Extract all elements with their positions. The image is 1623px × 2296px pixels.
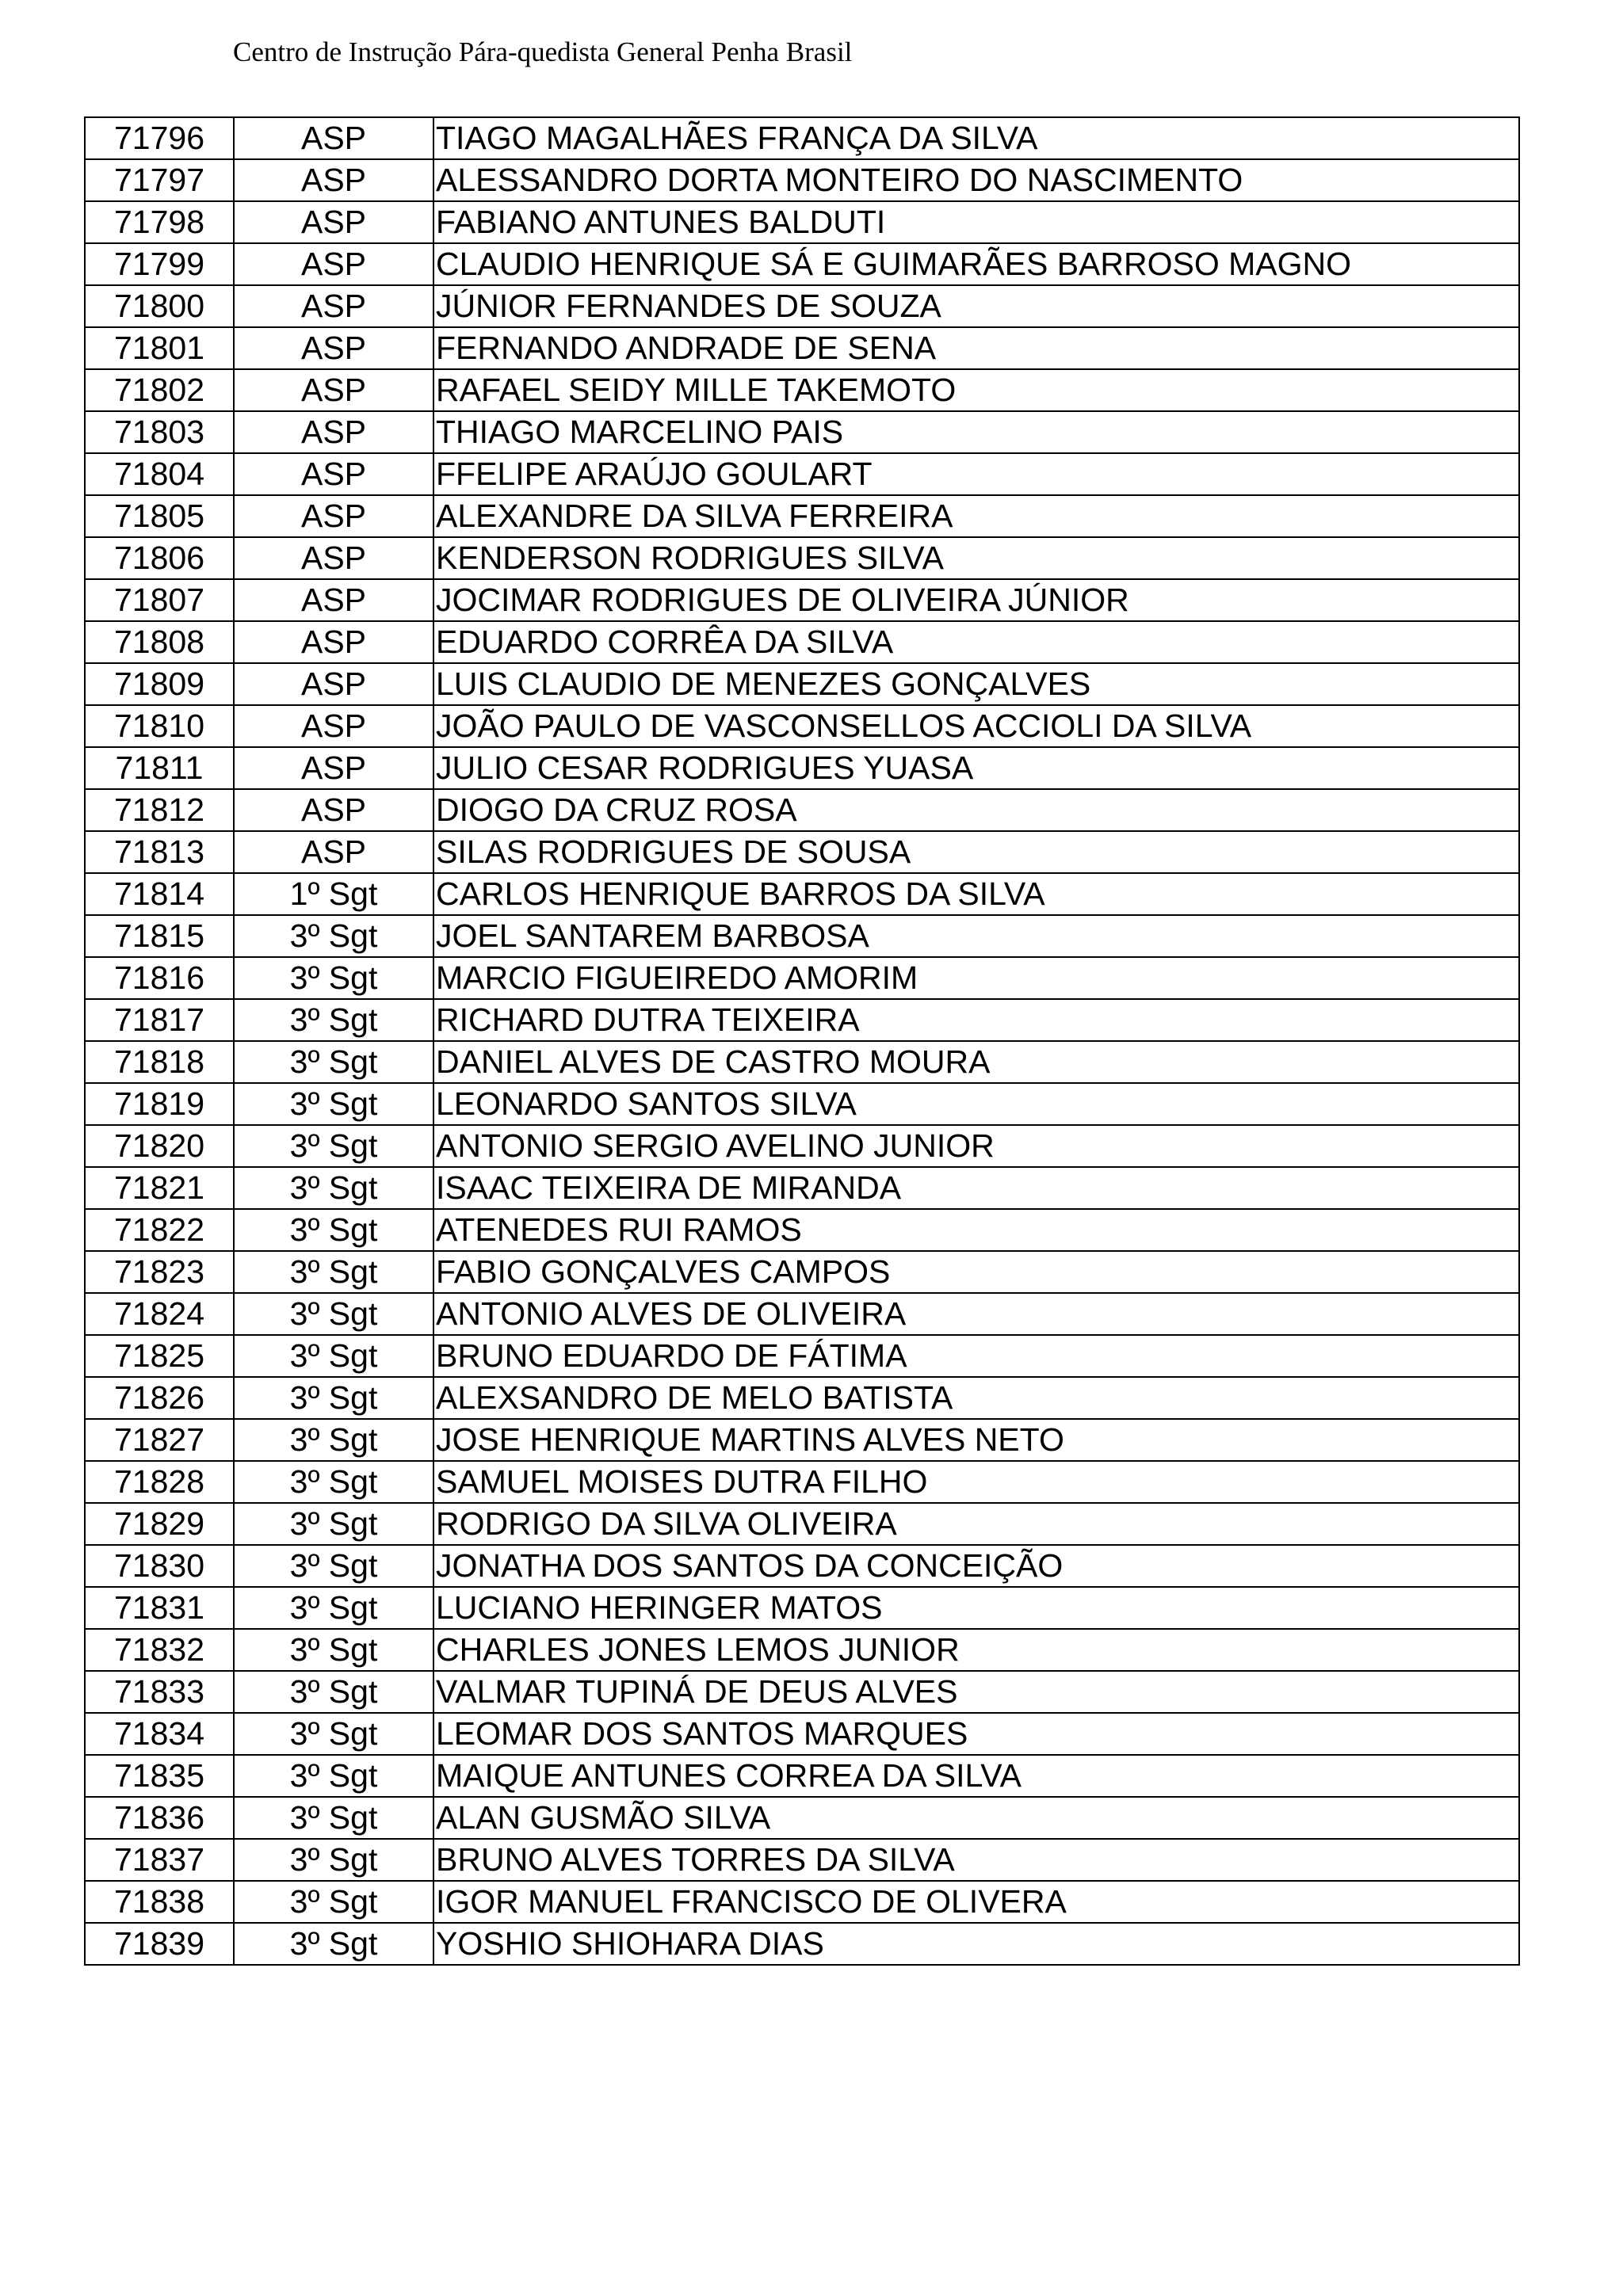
id-cell: 71806 [85,537,234,579]
id-cell: 71810 [85,705,234,747]
id-cell: 71833 [85,1671,234,1713]
rank-cell: ASP [234,117,433,159]
table-row [85,789,1519,831]
table-row [85,957,1519,999]
rank-cell: 3º Sgt [234,1125,433,1167]
name-cell: RODRIGO DA SILVA OLIVEIRA [433,1503,1519,1545]
name-cell: VALMAR TUPINÁ DE DEUS ALVES [433,1671,1519,1713]
id-cell: 71805 [85,495,234,537]
name-cell: ANTONIO SERGIO AVELINO JUNIOR [433,1125,1519,1167]
id-cell: 71819 [85,1083,234,1125]
name-cell: JOEL SANTAREM BARBOSA [433,915,1519,957]
id-cell: 71834 [85,1713,234,1755]
table-row [85,1755,1519,1797]
name-cell: JULIO CESAR RODRIGUES YUASA [433,747,1519,789]
table-row [85,117,1519,159]
id-cell: 71797 [85,159,234,201]
table-row [85,1797,1519,1839]
id-cell: 71830 [85,1545,234,1587]
table-row [85,1293,1519,1335]
table-row [85,1377,1519,1419]
id-cell: 71814 [85,873,234,915]
name-cell: DIOGO DA CRUZ ROSA [433,789,1519,831]
rank-cell: 3º Sgt [234,1881,433,1923]
id-cell: 71826 [85,1377,234,1419]
rank-cell: 3º Sgt [234,1587,433,1629]
id-cell: 71822 [85,1209,234,1251]
id-cell: 71837 [85,1839,234,1881]
rank-cell: 3º Sgt [234,957,433,999]
table-row [85,1167,1519,1209]
page-header-title: Centro de Instrução Pára-quedista General Penha Brasil [233,36,853,67]
name-cell: RAFAEL SEIDY MILLE TAKEMOTO [433,369,1519,411]
id-cell: 71808 [85,621,234,663]
id-cell: 71816 [85,957,234,999]
table-row [85,579,1519,621]
table-row [85,1713,1519,1755]
rank-cell: 3º Sgt [234,1335,433,1377]
id-cell: 71836 [85,1797,234,1839]
id-cell: 71824 [85,1293,234,1335]
name-cell: JONATHA DOS SANTOS DA CONCEIÇÃO [433,1545,1519,1587]
rank-cell: 3º Sgt [234,1839,433,1881]
name-cell: FFELIPE ARAÚJO GOULART [433,453,1519,495]
table-row [85,1251,1519,1293]
table-row [85,1419,1519,1461]
table-row [85,159,1519,201]
rank-cell: 3º Sgt [234,1671,433,1713]
table-row [85,915,1519,957]
rank-cell: ASP [234,621,433,663]
rank-cell: 3º Sgt [234,1545,433,1587]
id-cell: 71827 [85,1419,234,1461]
name-cell: CLAUDIO HENRIQUE SÁ E GUIMARÃES BARROSO MAGNO [433,243,1519,285]
name-cell: JOSE HENRIQUE MARTINS ALVES NETO [433,1419,1519,1461]
rank-cell: 3º Sgt [234,1167,433,1209]
rank-cell: ASP [234,411,433,453]
name-cell: BRUNO ALVES TORRES DA SILVA [433,1839,1519,1881]
rank-cell: 3º Sgt [234,1797,433,1839]
name-cell: JOÃO PAULO DE VASCONSELLOS ACCIOLI DA SILVA [433,705,1519,747]
table-row [85,705,1519,747]
id-cell: 71809 [85,663,234,705]
id-cell: 71798 [85,201,234,243]
table-row [85,243,1519,285]
rank-cell: 3º Sgt [234,1755,433,1797]
table-row [85,1587,1519,1629]
name-cell: ISAAC TEIXEIRA DE MIRANDA [433,1167,1519,1209]
table-row [85,369,1519,411]
rank-cell: 3º Sgt [234,1923,433,1965]
rank-cell: ASP [234,159,433,201]
id-cell: 71811 [85,747,234,789]
name-cell: SAMUEL MOISES DUTRA FILHO [433,1461,1519,1503]
id-cell: 71796 [85,117,234,159]
table-row [85,621,1519,663]
id-cell: 71832 [85,1629,234,1671]
rank-cell: ASP [234,369,433,411]
table-row [85,453,1519,495]
table-row [85,1209,1519,1251]
name-cell: JOCIMAR RODRIGUES DE OLIVEIRA JÚNIOR [433,579,1519,621]
rank-cell: 3º Sgt [234,1251,433,1293]
rank-cell: 3º Sgt [234,1041,433,1083]
rank-cell: 3º Sgt [234,1503,433,1545]
id-cell: 71800 [85,285,234,327]
table-row [85,1923,1519,1965]
name-cell: MAIQUE ANTUNES CORREA DA SILVA [433,1755,1519,1797]
table-row [85,1083,1519,1125]
table-row [85,1041,1519,1083]
table-row [85,873,1519,915]
rank-cell: ASP [234,495,433,537]
name-cell: KENDERSON RODRIGUES SILVA [433,537,1519,579]
rank-cell: ASP [234,579,433,621]
name-cell: ALESSANDRO DORTA MONTEIRO DO NASCIMENTO [433,159,1519,201]
name-cell: DANIEL ALVES DE CASTRO MOURA [433,1041,1519,1083]
name-cell: LEOMAR DOS SANTOS MARQUES [433,1713,1519,1755]
id-cell: 71813 [85,831,234,873]
id-cell: 71817 [85,999,234,1041]
name-cell: LEONARDO SANTOS SILVA [433,1083,1519,1125]
table-row [85,327,1519,369]
id-cell: 71799 [85,243,234,285]
rank-cell: 1º Sgt [234,873,433,915]
id-cell: 71820 [85,1125,234,1167]
rank-cell: ASP [234,663,433,705]
rank-cell: 3º Sgt [234,1461,433,1503]
rank-cell: ASP [234,747,433,789]
name-cell: CHARLES JONES LEMOS JUNIOR [433,1629,1519,1671]
name-cell: ALEXANDRE DA SILVA FERREIRA [433,495,1519,537]
rank-cell: 3º Sgt [234,1629,433,1671]
rank-cell: 3º Sgt [234,1083,433,1125]
name-cell: FABIO GONÇALVES CAMPOS [433,1251,1519,1293]
id-cell: 71831 [85,1587,234,1629]
name-cell: LUIS CLAUDIO DE MENEZES GONÇALVES [433,663,1519,705]
rank-cell: ASP [234,327,433,369]
name-cell: ALAN GUSMÃO SILVA [433,1797,1519,1839]
id-cell: 71818 [85,1041,234,1083]
name-cell: MARCIO FIGUEIREDO AMORIM [433,957,1519,999]
id-cell: 71804 [85,453,234,495]
rank-cell: ASP [234,453,433,495]
rank-cell: 3º Sgt [234,999,433,1041]
roster-table-body [85,117,1519,1965]
name-cell: ALEXSANDRO DE MELO BATISTA [433,1377,1519,1419]
rank-cell: ASP [234,537,433,579]
table-row [85,663,1519,705]
rank-cell: ASP [234,831,433,873]
table-row [85,999,1519,1041]
id-cell: 71801 [85,327,234,369]
id-cell: 71803 [85,411,234,453]
id-cell: 71812 [85,789,234,831]
name-cell: JÚNIOR FERNANDES DE SOUZA [433,285,1519,327]
id-cell: 71821 [85,1167,234,1209]
rank-cell: ASP [234,705,433,747]
name-cell: IGOR MANUEL FRANCISCO DE OLIVERA [433,1881,1519,1923]
rank-cell: 3º Sgt [234,1209,433,1251]
table-row [85,285,1519,327]
table-row [85,1335,1519,1377]
table-row [85,1545,1519,1587]
name-cell: CARLOS HENRIQUE BARROS DA SILVA [433,873,1519,915]
id-cell: 71835 [85,1755,234,1797]
id-cell: 71825 [85,1335,234,1377]
id-cell: 71802 [85,369,234,411]
id-cell: 71839 [85,1923,234,1965]
roster-table [84,116,1520,1966]
id-cell: 71829 [85,1503,234,1545]
table-row [85,537,1519,579]
name-cell: LUCIANO HERINGER MATOS [433,1587,1519,1629]
table-row [85,201,1519,243]
table-row [85,411,1519,453]
table-row [85,831,1519,873]
rank-cell: 3º Sgt [234,1293,433,1335]
rank-cell: ASP [234,789,433,831]
name-cell: ANTONIO ALVES DE OLIVEIRA [433,1293,1519,1335]
rank-cell: ASP [234,201,433,243]
name-cell: SILAS RODRIGUES DE SOUSA [433,831,1519,873]
table-row [85,1629,1519,1671]
rank-cell: 3º Sgt [234,1419,433,1461]
id-cell: 71828 [85,1461,234,1503]
table-row [85,495,1519,537]
name-cell: BRUNO EDUARDO DE FÁTIMA [433,1335,1519,1377]
name-cell: ATENEDES RUI RAMOS [433,1209,1519,1251]
rank-cell: ASP [234,243,433,285]
name-cell: TIAGO MAGALHÃES FRANÇA DA SILVA [433,117,1519,159]
name-cell: EDUARDO CORRÊA DA SILVA [433,621,1519,663]
rank-cell: 3º Sgt [234,915,433,957]
table-row [85,1125,1519,1167]
table-row [85,1881,1519,1923]
name-cell: THIAGO MARCELINO PAIS [433,411,1519,453]
table-row [85,1839,1519,1881]
id-cell: 71838 [85,1881,234,1923]
rank-cell: 3º Sgt [234,1713,433,1755]
id-cell: 71807 [85,579,234,621]
id-cell: 71815 [85,915,234,957]
rank-cell: ASP [234,285,433,327]
id-cell: 71823 [85,1251,234,1293]
table-row [85,1503,1519,1545]
table-row [85,1461,1519,1503]
table-row [85,747,1519,789]
name-cell: FERNANDO ANDRADE DE SENA [433,327,1519,369]
name-cell: YOSHIO SHIOHARA DIAS [433,1923,1519,1965]
name-cell: RICHARD DUTRA TEIXEIRA [433,999,1519,1041]
table-row [85,1671,1519,1713]
rank-cell: 3º Sgt [234,1377,433,1419]
name-cell: FABIANO ANTUNES BALDUTI [433,201,1519,243]
